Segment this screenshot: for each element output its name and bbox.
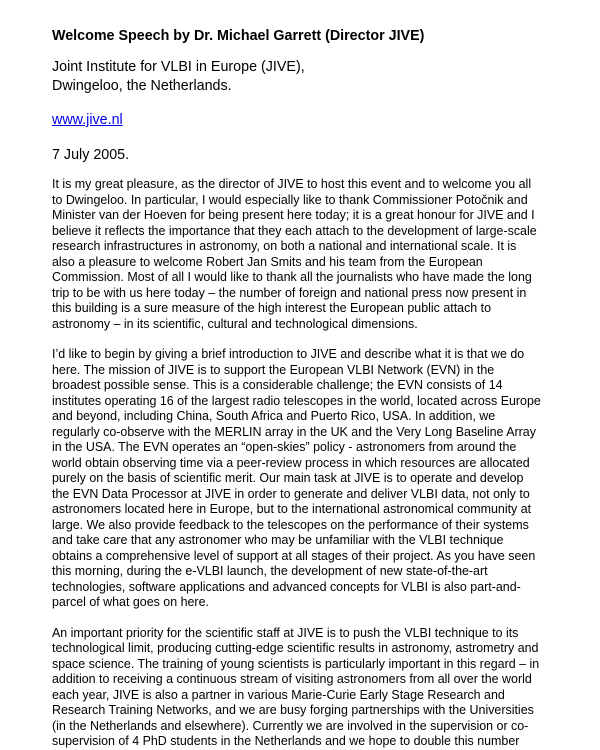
- paragraph-line: each year, JIVE is also a partner in various Marie-Curie Early Stage Research and: [52, 687, 505, 702]
- paragraph-line: and take care that any astronomer who may be unfamiliar with the VLBI technique: [52, 533, 504, 547]
- paragraph-line: technological limit, producing cutting-edge scientific results in astronomy, astrometry and: [52, 641, 539, 655]
- paragraph-line: It is my great pleasure, as the director of JIVE to host this event and to welcome you all: [52, 177, 532, 191]
- paragraph-line: Research Training Networks, and we are busy forging partnerships with the Universities: [52, 703, 534, 717]
- paragraph-line: supervision of 4 PhD students in the Netherlands and we hope to double this number: [52, 734, 520, 748]
- speech-date: 7 July 2005.: [52, 147, 130, 163]
- paragraph-line: and beyond, including China, South Africa and Puerto Rico, USA. In addition, we: [52, 409, 496, 423]
- paragraph-line: (in the Netherlands and elsewhere). Currently we are involved in the supervision or co-: [52, 718, 529, 733]
- paragraph-line: astronomy – in its scientific, cultural and technological dimensions.: [52, 316, 418, 331]
- paragraph-line: research infrastructures in astronomy, on both a national and international scale. It is: [52, 239, 517, 253]
- paragraph-line: world obtain observing time via a peer-review process in which resources are allocated: [52, 455, 530, 470]
- website-link[interactable]: www.jive.nl: [52, 112, 123, 128]
- paragraph-line: the EVN Data Processor at JIVE in order to generate and deliver VLBI data, not only to: [52, 486, 530, 501]
- address-block: [52, 58, 579, 96]
- paragraph-line: I’d like to begin by giving a brief introduction to JIVE and describe what it is that we do: [52, 347, 525, 361]
- paragraph-line: parcel of what goes on here.: [52, 595, 209, 609]
- paragraph-line: Commission. Most of all I would like to thank all the journalists who have made the long: [52, 270, 532, 284]
- paragraph: [52, 347, 579, 611]
- paragraph-line: large. We also provide feedback to the telescopes on the performance of their systems: [52, 517, 529, 532]
- paragraph-line: space science. The training of young scientists is particularly important in this regard – in: [52, 656, 540, 671]
- paragraph-line: in the USA. The EVN operates an “open-skies” policy - astronomers from around the: [52, 440, 517, 454]
- paragraph-line: this building is a sure measure of the high interest the European public attach to: [52, 301, 492, 315]
- paragraph: [52, 626, 579, 750]
- paragraph-line: addition to receiving a continuous stream of visiting astronomers from all over the world: [52, 672, 532, 686]
- paragraph-line: broadest possible sense. This is a considerable challenge; the EVN consists of 14: [52, 378, 503, 392]
- address-line: Joint Institute for VLBI in Europe (JIVE),: [52, 59, 305, 75]
- speech-body: [52, 177, 579, 750]
- paragraph-line: obtains a comprehensive level of support at all stages of their project. As you have seen: [52, 548, 536, 563]
- paragraph-line: institutes operating 16 of the largest radio telescopes in the world, located across Europe: [52, 393, 541, 408]
- paragraph-line: Minister van der Hoeven for being present here today; it is a great honour for JIVE and I: [52, 208, 535, 222]
- paragraph-line: trip to be with us here today – the number of foreign and national press now present in: [52, 285, 527, 300]
- paragraph: [52, 177, 579, 332]
- paragraph-line: believe it reflects the importance that they each attach to the development of large-scale: [52, 223, 537, 238]
- paragraph-line: to Dwingeloo. In particular, I would especially like to thank Commissioner Potočnik and: [52, 192, 528, 207]
- paragraph-line: here. The mission of JIVE is to support the European VLBI Network (EVN) in the: [52, 362, 495, 377]
- paragraph-line: astronomers located here in Europe, but to the international astronomical community at: [52, 502, 532, 516]
- paragraph-line: this morning, during the e-VLBI launch, the development of new state-of-the-art: [52, 564, 488, 578]
- paragraph-line: purely on the basis of scientific merit. Our main task at JIVE is to operate and develop: [52, 471, 524, 485]
- paragraph-line: technologies, software applications and advanced concepts for VLBI is also part-and-: [52, 579, 521, 594]
- address-line: Dwingeloo, the Netherlands.: [52, 78, 232, 94]
- page-title: Welcome Speech by Dr. Michael Garrett (Director JIVE): [52, 28, 425, 44]
- paragraph-line: An important priority for the scientific staff at JIVE is to push the VLBI technique to its: [52, 625, 519, 640]
- paragraph-line: also a pleasure to welcome Robert Jan Smits and his team from the European: [52, 254, 483, 269]
- paragraph-line: regularly co-observe with the MERLIN array in the UK and the Very Long Baseline Array: [52, 424, 536, 439]
